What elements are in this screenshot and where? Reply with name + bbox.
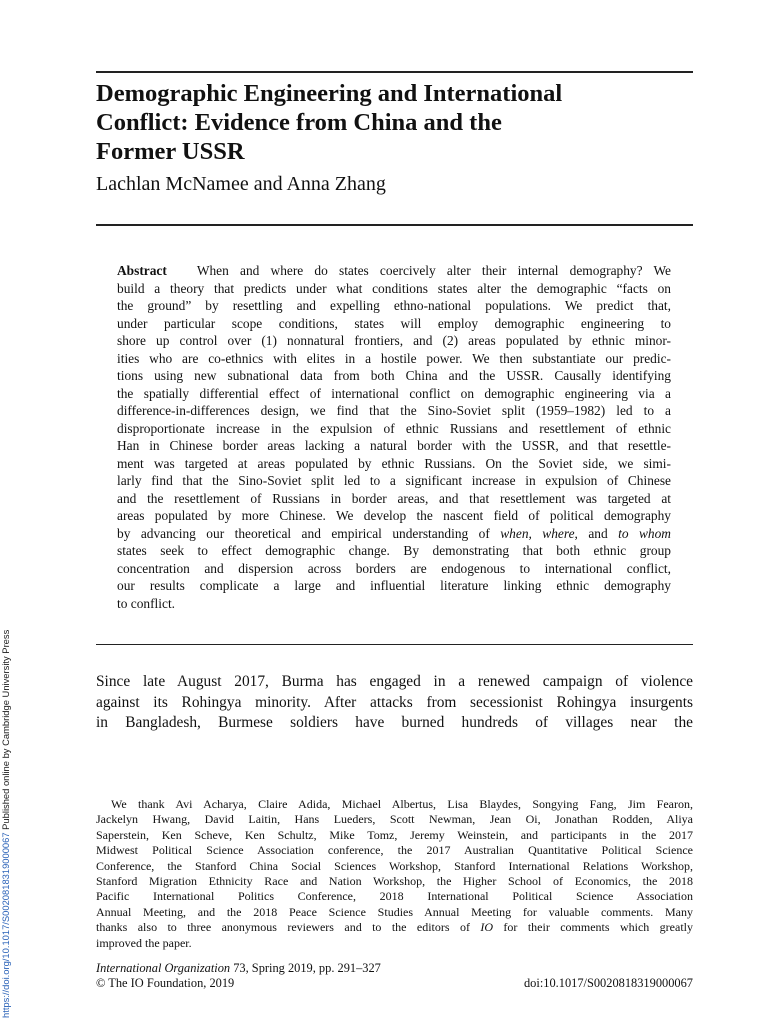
footnote-line: Saperstein, Ken Scheve, Ken Schultz, Mike Tomz, Jeremy Weinstein, and participants in the 2017: [96, 827, 693, 842]
footnote-text: for their comments which greatly: [493, 920, 693, 935]
footnote-line: [96, 920, 693, 935]
abstract-line: the ground” by resettling and expelling ethno-national populations. We predict that,: [117, 298, 671, 313]
abstract-rule: [96, 644, 693, 645]
published-by-text: Published online by Cambridge University Press: [0, 629, 11, 833]
title-line: Demographic Engineering and International: [96, 80, 563, 107]
abstract-line: areas populated by more Chinese. We develop the nascent field of political demography: [117, 508, 671, 523]
footnote-line: Annual Meeting, and the 2018 Peace Science Studies Annual Meeting for valuable comments. Many: [96, 904, 693, 919]
article-doi: doi:10.1017/S0020818319000067: [523, 976, 693, 990]
acknowledgments-footnote: [96, 797, 693, 951]
abstract: [117, 262, 671, 612]
abstract-line: Han in Chinese border areas lacking a natural border with the USSR, and that resettle-: [117, 438, 671, 453]
footnote-text: We thank Avi Acharya, Claire Adida, Michael Albertus, Lisa Blaydes, Songying Fang, Jim Fearon,: [111, 797, 693, 811]
footnote-text: thanks also to three anonymous reviewers and to the editors of: [96, 920, 481, 935]
abstract-line: ities who are co-ethnics with elites in a hostile power. We then substantiate our predic-: [117, 350, 671, 366]
journal-name: International Organization: [96, 961, 231, 975]
abstract-line: and the resettlement of Russians in border areas, and that resettlement was targeted at: [117, 490, 671, 506]
abstract-line: to conflict.: [117, 595, 176, 611]
footnote-line: Jackelyn Hwang, David Laitin, Hans Lueders, Scott Newman, Jean Oi, Jonathan Rodden, Aliya: [96, 812, 693, 827]
footnote-line: Stanford Migration Ethnicity Race and Nation Workshop, the Higher School of Economics, the 2018: [96, 874, 693, 889]
abstract-text: by advancing our theoretical and empirical understanding of: [117, 525, 501, 541]
footnote-line: Midwest Political Science Association conference, the 2017 Australian Quantitative Political Science: [96, 843, 693, 858]
side-published-notice: [0, 630, 11, 1018]
intro-paragraph: [96, 672, 693, 734]
body-line: Since late August 2017, Burma has engaged in a renewed campaign of violence: [96, 673, 693, 690]
footnote-line: Conference, the Stanford China Social Sciences Workshop, Stanford International Relations Workshop,: [96, 858, 693, 873]
abstract-line: difference-in-differences design, we find that the Sino-Soviet split (1959–1982) led to a: [117, 403, 671, 418]
article-authors: Lachlan McNamee and Anna Zhang: [96, 173, 386, 195]
header-rule: [96, 224, 693, 226]
abstract-line: tions using new subnational data from both China and the USSR. Causally identifying: [117, 368, 671, 383]
footnote-line: improved the paper.: [96, 935, 192, 950]
abstract-first-line: When and where do states coercively alter their internal demography? We: [196, 263, 671, 278]
abstract-line: the spatially differential effect of international conflict on demographic engineering via a: [117, 385, 671, 401]
abstract-line: [117, 525, 671, 543]
abstract-line: ment was targeted at areas populated by ethnic Russians. On the Soviet side, we simi-: [117, 455, 671, 471]
abstract-line: concentration and dispersion across borders are endogenous to international conflict,: [117, 560, 671, 576]
abstract-line: shore up control over (1) nonnatural frontiers, and (2) areas populated by ethnic minor-: [117, 333, 671, 348]
article-title: [96, 79, 693, 166]
abstract-line: larly find that the Sino-Soviet split led to a significant increase in expulsion of Chinese: [117, 473, 671, 488]
abstract-line: [117, 262, 671, 280]
journal-abbrev: IO: [480, 920, 494, 935]
body-line: in Bangladesh, Burmese soldiers have burned hundreds of villages near the: [96, 714, 693, 731]
abstract-line: states seek to effect demographic change. By demonstrating that both ethnic group: [117, 543, 671, 558]
abstract-emphasis: to whom: [618, 525, 671, 541]
journal-citation: [96, 961, 381, 976]
title-line: Conflict: Evidence from China and the: [96, 109, 502, 136]
top-rule: [96, 71, 693, 73]
title-line: Former USSR: [96, 138, 245, 165]
abstract-line: under particular scope conditions, states will employ demographic engineering to: [117, 315, 671, 331]
footnote-line: Pacific International Politics Conference, 2018 International Political Science Association: [96, 889, 693, 904]
doi-link[interactable]: https://doi.org/10.1017/S0020818319000067: [0, 832, 11, 1018]
journal-details: 73, Spring 2019, pp. 291–327: [230, 961, 381, 975]
abstract-label: Abstract: [117, 263, 167, 278]
abstract-line: disproportionate increase in the expulsion of ethnic Russians and resettlement of ethnic: [117, 420, 671, 436]
abstract-emphasis: when, where: [500, 525, 575, 541]
footnote-line: [96, 797, 693, 812]
abstract-line: build a theory that predicts under what conditions states alter the demographic “facts on: [117, 280, 671, 296]
body-line: against its Rohingya minority. After attacks from secessionist Rohingya insurgents: [96, 693, 693, 711]
copyright-notice: © The IO Foundation, 2019: [96, 976, 235, 990]
abstract-line: our results complicate a large and influential literature linking ethnic demography: [117, 578, 671, 593]
abstract-text: , and: [574, 525, 619, 541]
